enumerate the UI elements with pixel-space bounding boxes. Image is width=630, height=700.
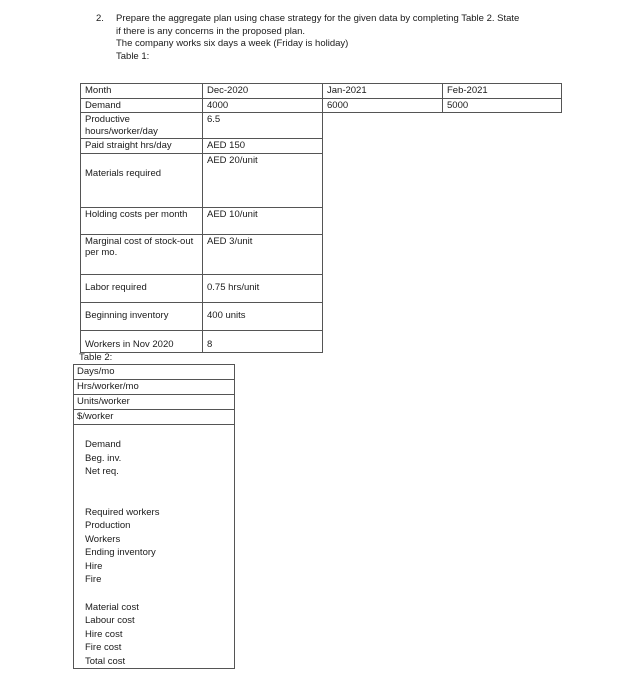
table2-item: Workers [85, 533, 121, 545]
table2-item: Fire [85, 574, 102, 585]
question-line-1 [96, 13, 576, 26]
question-text-1: Prepare the aggregate plan using chase strategy for the given data by completing Table 2. State [116, 13, 520, 24]
table1-empty-cell [323, 274, 443, 302]
table2-item: Required workers [85, 506, 160, 518]
table1-cell: Workers in Nov 2020 [81, 330, 203, 352]
table1-row-beginning [81, 302, 562, 330]
table2-header-row: Hrs/worker/mo [74, 380, 234, 395]
table1-empty-cell [323, 139, 443, 154]
table2-header-row: Units/worker [74, 395, 234, 410]
table2-item: Fire cost [85, 642, 122, 653]
table1-empty-cell [323, 153, 443, 207]
question-number: 2. [96, 13, 104, 24]
table2-item: Ending inventory [85, 547, 156, 558]
table2-label: Table 2: [79, 352, 113, 363]
table-1 [80, 83, 562, 353]
question-block [96, 13, 576, 63]
table2-item: Hire cost [85, 628, 123, 640]
table-2 [73, 364, 235, 669]
table1-empty-cell [443, 207, 562, 234]
table1-empty-cell [443, 234, 562, 274]
table1-cell: 8 [203, 330, 323, 352]
table2-item: Hire [85, 560, 103, 572]
table2-item: Total cost [85, 655, 126, 667]
table1-cell: Feb-2021 [443, 84, 562, 99]
table2-body [74, 425, 234, 668]
table1-cell: Jan-2021 [323, 84, 443, 99]
question-line-2: if there is any concerns in the proposed plan. [116, 25, 306, 37]
table1-cell: Marginal cost of stock-out per mo. [81, 234, 203, 274]
table1-row-materials [81, 153, 562, 207]
table1-cell: 6000 [323, 98, 443, 113]
table1-cell-text: Materials required [85, 167, 162, 179]
table1-label: Table 1: [116, 50, 150, 62]
table1-empty-cell [443, 274, 562, 302]
table2-item: Beg. inv. [85, 452, 122, 464]
table1-empty-cell [443, 139, 562, 154]
table1-cell: Beginning inventory [81, 302, 203, 330]
table1-cell: AED 3/unit [203, 234, 323, 274]
table1-empty-cell [323, 113, 443, 139]
table1-row-paid [81, 139, 562, 154]
table2-item: Production [85, 520, 131, 531]
table1-row-marginal [81, 234, 562, 274]
table1-row-workers [81, 330, 562, 352]
table1-cell: AED 20/unit [203, 153, 323, 207]
table1-row-demand [81, 98, 562, 113]
table1-empty-cell [323, 330, 443, 352]
table1-row-labor [81, 274, 562, 302]
table1-cell: AED 150 [203, 139, 323, 154]
table2-header-row: Days/mo [74, 365, 234, 380]
table1-cell: 5000 [443, 98, 562, 113]
table1-cell: Holding costs per month [81, 207, 203, 234]
table1-cell: 0.75 hrs/unit [203, 274, 323, 302]
table1-empty-cell [323, 302, 443, 330]
table1-cell [81, 153, 203, 207]
table1-cell: Dec-2020 [203, 84, 323, 99]
table1-empty-cell [323, 207, 443, 234]
table2-header-row: $/worker [74, 410, 234, 425]
table2-item: Net req. [85, 466, 119, 477]
table1-cell: Labor required [81, 274, 203, 302]
table1-empty-cell [323, 234, 443, 274]
table1-cell: 400 units [203, 302, 323, 330]
table1-row-holding [81, 207, 562, 234]
table1-cell: 6.5 [203, 113, 323, 139]
table1-empty-cell [443, 302, 562, 330]
table1-cell: AED 10/unit [203, 207, 323, 234]
table1-empty-cell [443, 153, 562, 207]
table1-cell: Demand [81, 98, 203, 113]
table1-empty-cell [443, 330, 562, 352]
table2-item: Labour cost [85, 615, 135, 626]
table1-row-productive [81, 113, 562, 139]
table1-row-month [81, 84, 562, 99]
table1-cell: Productive hours/worker/day [81, 113, 203, 139]
table1-cell: Month [81, 84, 203, 99]
table1-empty-cell [443, 113, 562, 139]
table1-cell: 4000 [203, 98, 323, 113]
table2-item: Demand [85, 439, 121, 450]
table2-item: Material cost [85, 601, 139, 613]
table1-cell: Paid straight hrs/day [81, 139, 203, 154]
question-line-3: The company works six days a week (Friday is holiday) [116, 38, 349, 49]
